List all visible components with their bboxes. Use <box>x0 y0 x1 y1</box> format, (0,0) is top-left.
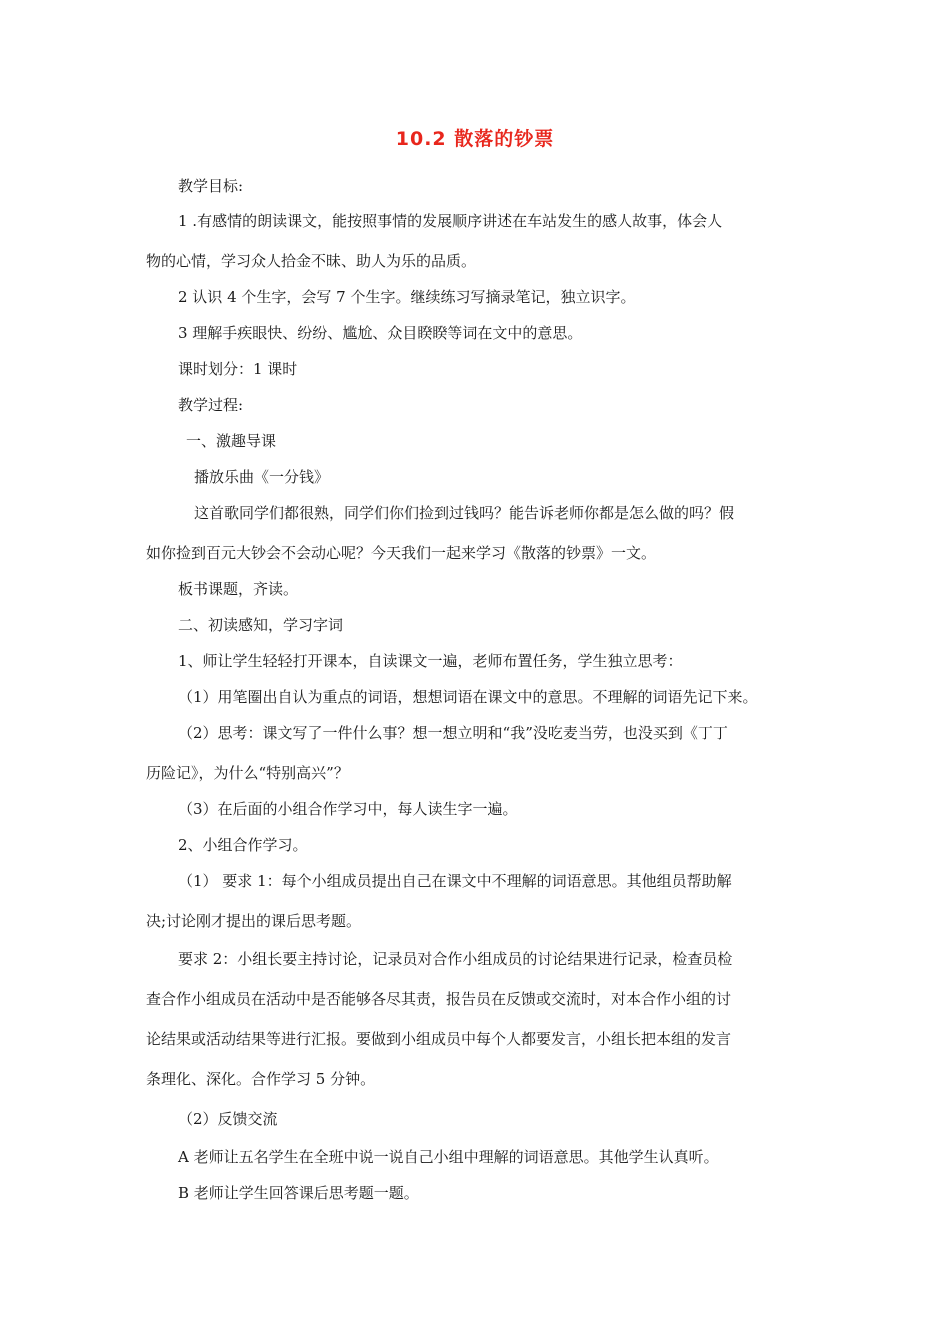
text-line: 查合作小组成员在活动中是否能够各尽其责，报告员在反馈或交流时，对本合作小组的讨 <box>146 990 732 1008</box>
text-line: 播放乐曲《一分钱》 <box>194 468 330 486</box>
text-line: 这首歌同学们都很熟，同学们你们捡到过钱吗？能告诉老师你都是怎么做的吗？假 <box>194 504 735 522</box>
text-line: （2）反馈交流 <box>178 1110 278 1128</box>
text-line: 1 .有感情的朗读课文，能按照事情的发展顺序讲述在车站发生的感人故事，体会人 <box>178 212 723 230</box>
section-heading: 一、激趣导课 <box>186 432 277 450</box>
text-line: 2、小组合作学习。 <box>178 836 308 854</box>
text-line: A 老师让五名学生在全班中说一说自己小组中理解的词语意思。其他学生认真听。 <box>178 1148 719 1166</box>
text-line: 要求 2：小组长要主持讨论，记录员对合作小组成员的讨论结果进行记录，检查员检 <box>178 950 733 968</box>
text-line: （2）思考：课文写了一件什么事？想一想立明和“我”没吃麦当劳，也没买到《丁丁 <box>178 724 728 742</box>
text-line: 物的心情，学习众人拾金不昧、助人为乐的品质。 <box>146 252 477 270</box>
text-line: 条理化、深化。合作学习 5 分钟。 <box>146 1070 376 1088</box>
text-line: 板书课题，齐读。 <box>178 580 299 598</box>
text-line: 教学过程: <box>178 396 244 414</box>
text-line: （1）用笔圈出自认为重点的词语，想想词语在课文中的意思。不理解的词语先记下来。 <box>178 688 758 706</box>
document-title: 10.2 散落的钞票 <box>395 128 555 150</box>
text-line: （1） 要求 1：每个小组成员提出自己在课文中不理解的词语意思。其他组员帮助解 <box>178 872 732 890</box>
section-heading: 二、初读感知，学习字词 <box>178 616 344 634</box>
text-line: （3）在后面的小组合作学习中，每人读生字一遍。 <box>178 800 518 818</box>
text-line: 教学目标: <box>178 177 244 195</box>
text-line: 如你捡到百元大钞会不会动心呢？今天我们一起来学习《散落的钞票》一文。 <box>146 544 657 562</box>
text-line: 论结果或活动结果等进行汇报。要做到小组成员中每个人都要发言，小组长把本组的发言 <box>146 1030 732 1048</box>
text-line: 2 认识 4 个生字，会写 7 个生字。继续练习写摘录笔记，独立识字。 <box>178 288 636 306</box>
text-line: 历险记》，为什么“特别高兴”？ <box>146 764 349 782</box>
text-line: 3 理解手疾眼快、纷纷、尴尬、众目睽睽等词在文中的意思。 <box>178 324 583 342</box>
text-line: 课时划分：1 课时 <box>178 360 298 378</box>
text-line: B 老师让学生回答课后思考题一题。 <box>178 1184 419 1202</box>
text-line: 1、师让学生轻轻打开课本，自读课文一遍，老师布置任务，学生独立思考： <box>178 652 683 670</box>
text-line: 决;讨论刚才提出的课后思考题。 <box>146 912 362 930</box>
